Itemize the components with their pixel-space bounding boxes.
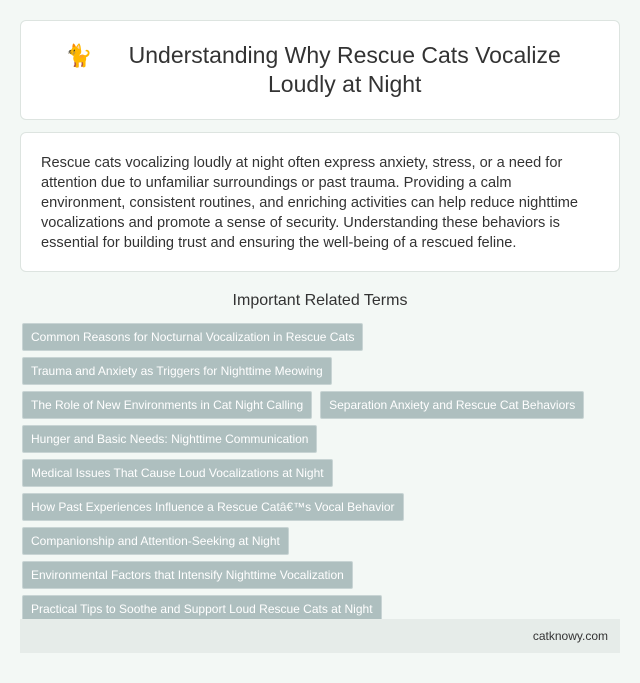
related-term-tag[interactable]: How Past Experiences Influence a Rescue Catâ€™s Vocal Behavior	[22, 493, 404, 521]
title-card	[20, 20, 620, 120]
tag-row	[22, 391, 612, 419]
footer-site-link[interactable]: catknowy.com	[532, 629, 608, 643]
related-term-tag[interactable]: Trauma and Anxiety as Triggers for Nighttime Meowing	[22, 357, 332, 385]
tag-row	[22, 459, 612, 487]
footer	[20, 619, 620, 653]
related-term-tag[interactable]: Common Reasons for Nocturnal Vocalization in Rescue Cats	[22, 323, 363, 351]
tag-row	[22, 425, 612, 453]
related-term-tag[interactable]: Separation Anxiety and Rescue Cat Behaviors	[320, 391, 584, 419]
tag-row	[22, 493, 612, 521]
related-term-tag[interactable]: Medical Issues That Cause Loud Vocalizations at Night	[22, 459, 333, 487]
related-term-tag[interactable]: Hunger and Basic Needs: Nighttime Communication	[22, 425, 317, 453]
tag-row	[22, 527, 612, 555]
related-term-tag[interactable]: Environmental Factors that Intensify Nighttime Vocalization	[22, 561, 353, 589]
tag-row	[22, 561, 612, 589]
tag-row	[22, 357, 612, 385]
page-title: Understanding Why Rescue Cats Vocalize Loudly at Night	[128, 42, 561, 97]
related-terms-heading: Important Related Terms	[232, 292, 408, 309]
summary-text: Rescue cats vocalizing loudly at night often express anxiety, stress, or a need for attention due to unfamiliar surroundings or past trauma. Providing a calm environment, consistent routines, and enriching activities can help reduce nighttime vocalizations and promote a sense of security. Understanding these behaviors is essential for building trust and ensuring the well-being of a rescued feline.	[41, 155, 579, 251]
related-term-tag[interactable]: Practical Tips to Soothe and Support Loud Rescue Cats at Night	[22, 595, 382, 623]
cat-icon: 🐈	[65, 44, 93, 69]
summary-card	[20, 132, 620, 272]
related-term-tag[interactable]: The Role of New Environments in Cat Night Calling	[22, 391, 312, 419]
title-wrap	[65, 41, 574, 99]
related-term-tag[interactable]: Companionship and Attention-Seeking at Night	[22, 527, 289, 555]
tag-row	[22, 323, 612, 351]
related-terms-list	[22, 323, 612, 629]
